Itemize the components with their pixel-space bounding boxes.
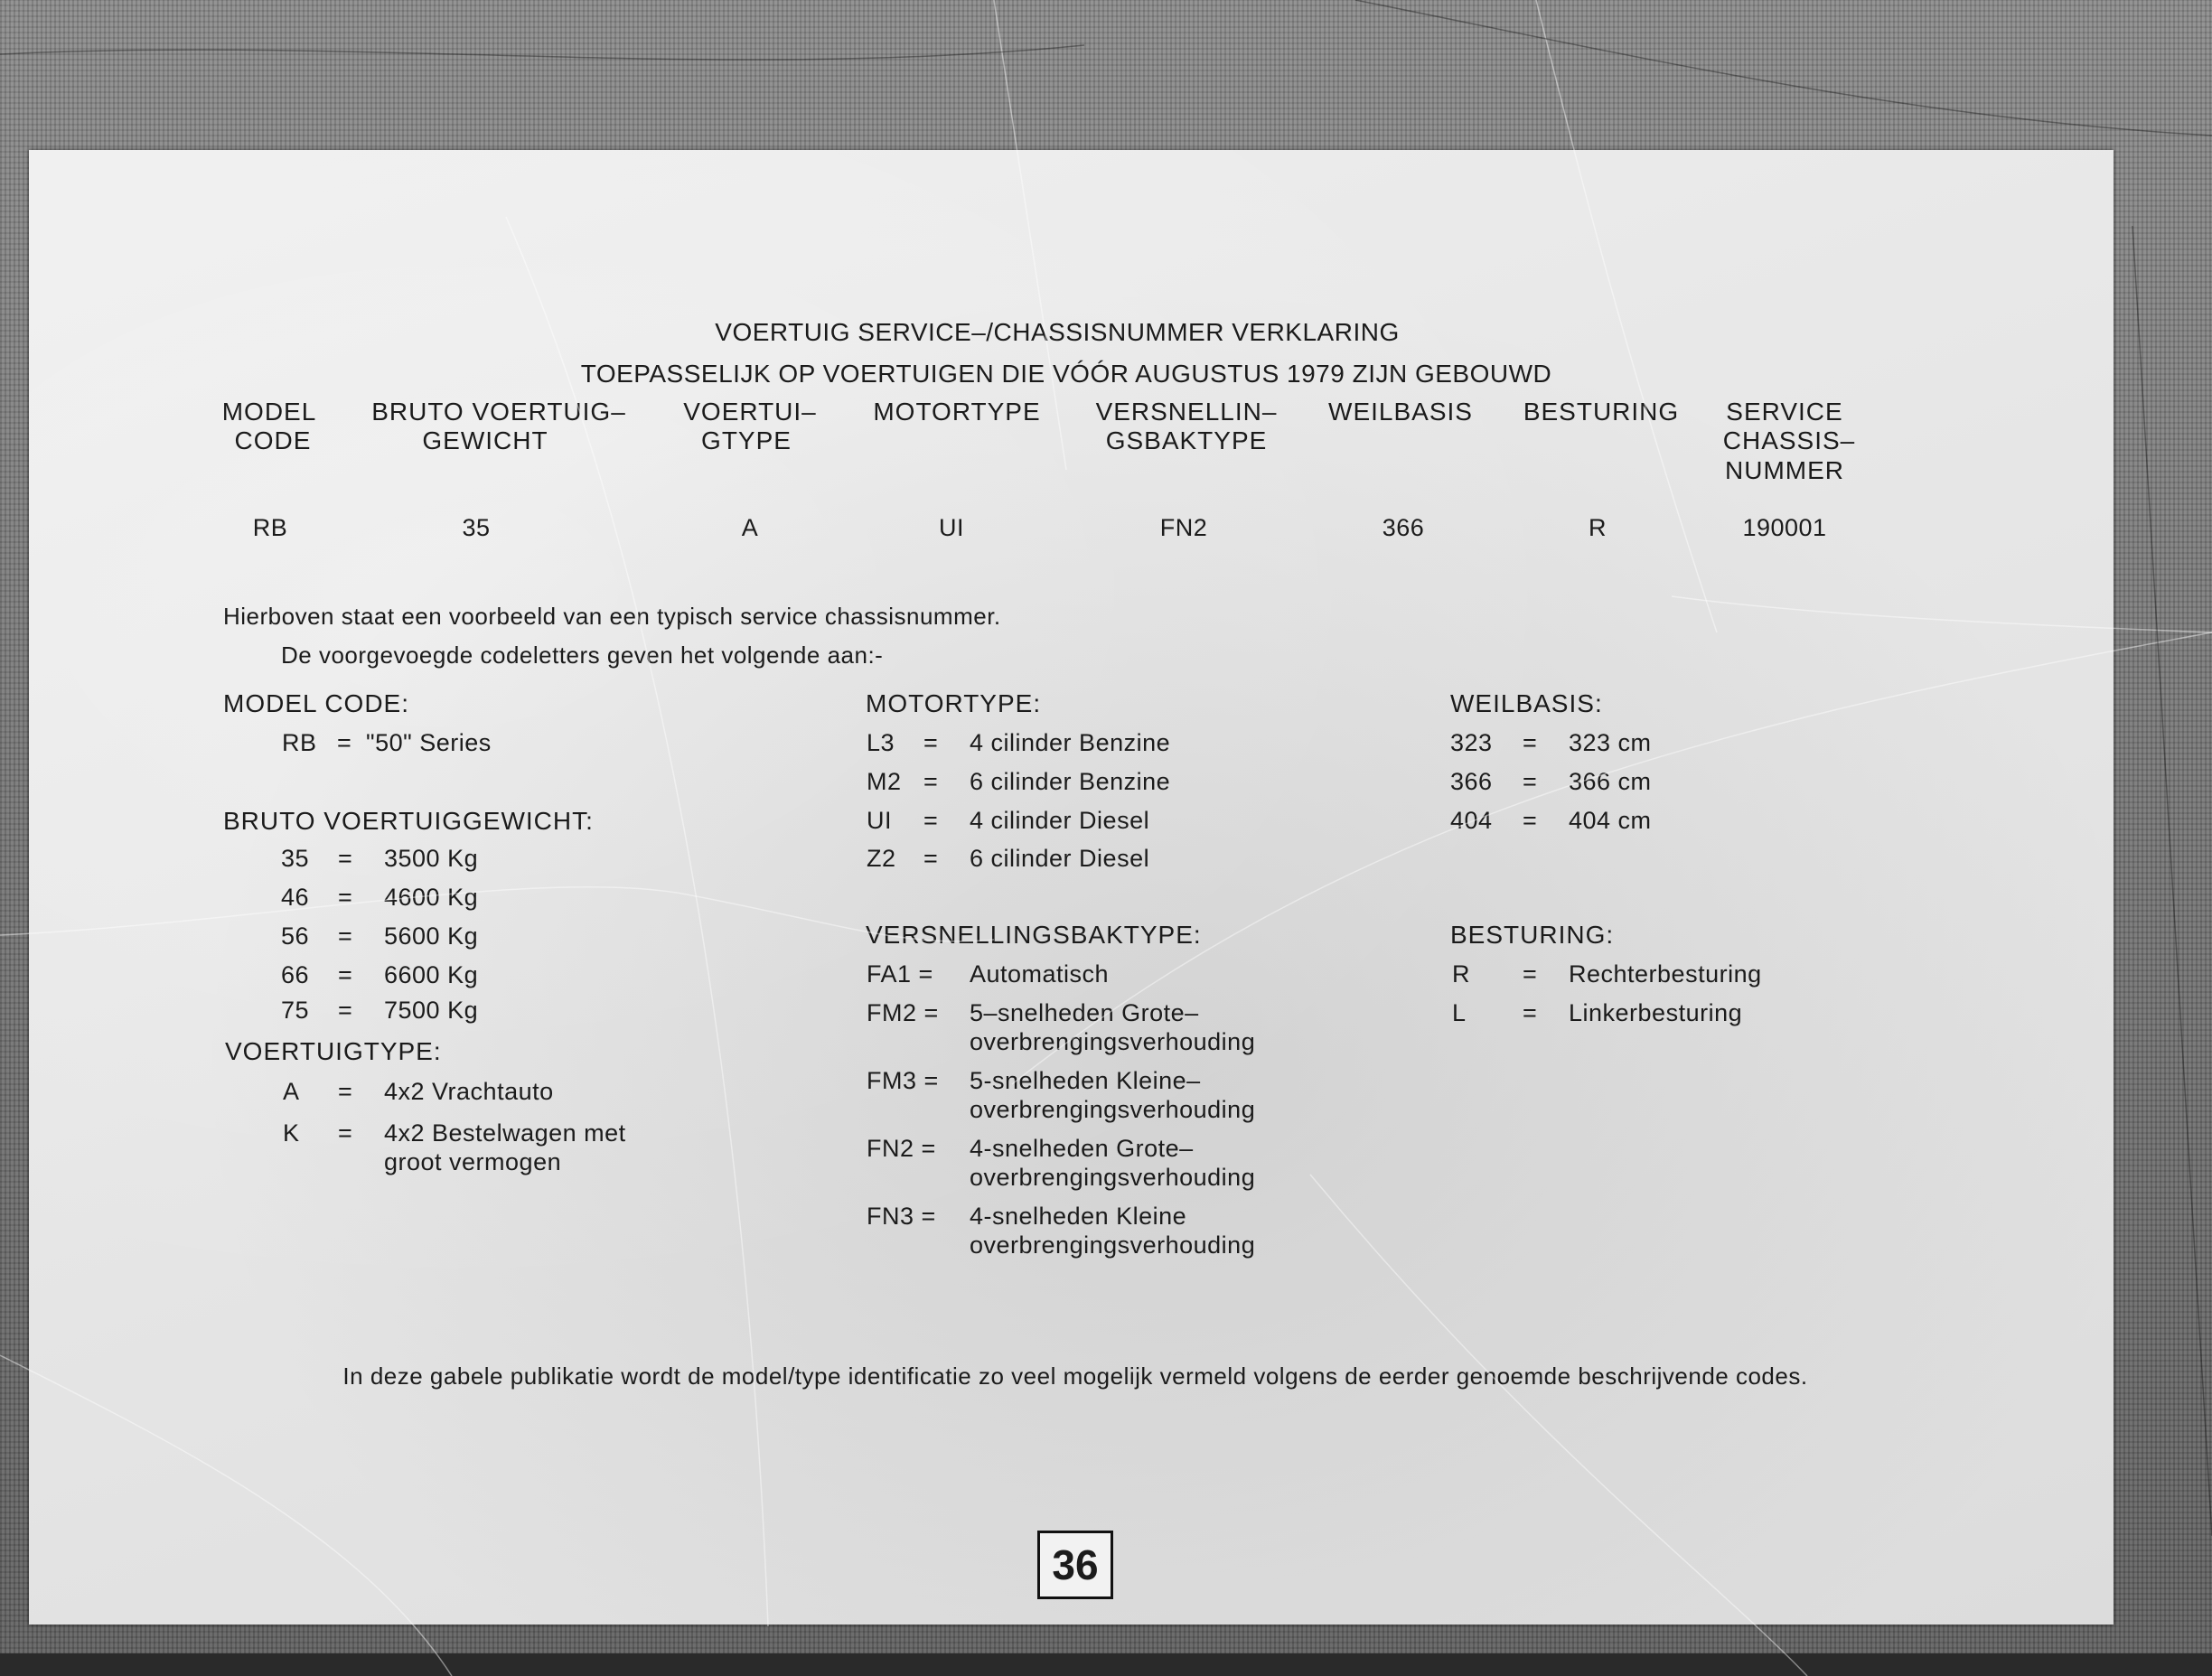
footer-note: In deze gabele publikatie wordt de model/type identificatie zo veel mogelijk vermeld volgens de eerder genoemde beschrijvende codes.: [342, 1362, 1808, 1390]
voertuigtype-desc-cont: groot vermogen: [384, 1148, 562, 1175]
bruto-key: 75: [281, 997, 310, 1024]
intro-line-2: De voorgevoegde codeletters geven het volgende aan:-: [281, 641, 884, 669]
versnelling-key: FA1 =: [867, 960, 933, 988]
motortype-desc: 6 cilinder Diesel: [970, 845, 1150, 872]
row-voertuigtype: A: [741, 514, 759, 541]
besturing-eq: =: [1523, 960, 1538, 988]
versnelling-desc: 5-snelheden Kleine–: [970, 1067, 1201, 1094]
weilbasis-eq: =: [1523, 729, 1538, 756]
bruto-desc: 4600 Kg: [384, 884, 479, 911]
page-number: 36: [1037, 1531, 1113, 1599]
motortype-key: L3: [867, 729, 895, 756]
besturing-desc: Rechterbesturing: [1569, 960, 1762, 988]
header-weilbasis: WEILBASIS: [1328, 398, 1473, 426]
bruto-key: 35: [281, 845, 310, 872]
model-code-key: RB: [282, 729, 317, 756]
heading-line-2: TOEPASSELIJK OP VOERTUIGEN DIE VÓÓR AUGUSTUS 1979 ZIJN GEBOUWD: [580, 360, 1552, 388]
intro-line-1: Hierboven staat een voorbeeld van een typisch service chassisnummer.: [223, 603, 1001, 630]
header-service-1: SERVICE: [1726, 398, 1843, 426]
weilbasis-desc: 366 cm: [1569, 768, 1652, 795]
besturing-key: L: [1452, 999, 1467, 1026]
header-model-code-1: MODEL: [221, 398, 317, 426]
motortype-key: UI: [867, 807, 892, 834]
weilbasis-key: 404: [1450, 807, 1493, 834]
besturing-key: R: [1452, 960, 1470, 988]
motortype-eq: =: [923, 729, 939, 756]
row-besturing: R: [1589, 514, 1607, 541]
motortype-eq: =: [923, 807, 939, 834]
bruto-key: 56: [281, 922, 310, 950]
versnelling-desc: Automatisch: [970, 960, 1110, 988]
besturing-eq: =: [1523, 999, 1538, 1026]
header-service-3: NUMMER: [1725, 456, 1844, 484]
row-service: 190001: [1742, 514, 1827, 541]
weilbasis-desc: 323 cm: [1569, 729, 1652, 756]
row-bruto: 35: [462, 514, 491, 541]
model-code-title: MODEL CODE:: [223, 689, 409, 717]
versnelling-desc-cont: overbrengingsverhouding: [970, 1028, 1256, 1055]
row-model-code: RB: [252, 514, 288, 541]
bruto-desc: 3500 Kg: [384, 845, 479, 872]
weilbasis-eq: =: [1523, 768, 1538, 795]
motortype-title: MOTORTYPE:: [866, 689, 1042, 717]
header-service-2: CHASSIS–: [1722, 426, 1856, 454]
motortype-desc: 6 cilinder Benzine: [970, 768, 1171, 795]
bruto-desc: 6600 Kg: [384, 961, 479, 988]
header-bruto-2: GEWICHT: [422, 426, 548, 454]
versnelling-desc-cont: overbrengingsverhouding: [970, 1164, 1256, 1191]
weilbasis-title: WEILBASIS:: [1450, 689, 1603, 717]
versnelling-key: FM2 =: [867, 999, 939, 1026]
header-versnelling-1: VERSNELLIN–: [1095, 398, 1278, 426]
weilbasis-key: 366: [1450, 768, 1493, 795]
row-versnelling: FN2: [1159, 514, 1208, 541]
header-versnelling-2: GSBAKTYPE: [1105, 426, 1268, 454]
bruto-desc: 5600 Kg: [384, 922, 479, 950]
bruto-key: 66: [281, 961, 310, 988]
bruto-eq: =: [338, 922, 353, 950]
voertuigtype-desc: 4x2 Vrachtauto: [384, 1078, 554, 1105]
voertuigtype-eq: =: [338, 1119, 353, 1147]
header-model-code-2: CODE: [234, 426, 312, 454]
besturing-desc: Linkerbesturing: [1569, 999, 1743, 1026]
bruto-desc: 7500 Kg: [384, 997, 479, 1024]
motortype-desc: 4 cilinder Diesel: [970, 807, 1150, 834]
weilbasis-eq: =: [1523, 807, 1538, 834]
bruto-eq: =: [338, 997, 353, 1024]
voertuigtype-desc: 4x2 Bestelwagen met: [384, 1119, 626, 1147]
weilbasis-desc: 404 cm: [1569, 807, 1652, 834]
header-voertuig-1: VOERTUI–: [683, 398, 817, 426]
bruto-eq: =: [338, 845, 353, 872]
motortype-key: Z2: [867, 845, 896, 872]
bruto-eq: =: [338, 961, 353, 988]
background-edge: [0, 1653, 2212, 1676]
model-code-eq: =: [337, 729, 352, 756]
voertuigtype-key: A: [283, 1078, 300, 1105]
weilbasis-key: 323: [1450, 729, 1493, 756]
voertuigtype-eq: =: [338, 1078, 353, 1105]
voertuigtype-key: K: [283, 1119, 300, 1147]
motortype-desc: 4 cilinder Benzine: [970, 729, 1171, 756]
versnelling-desc: 4-snelheden Grote–: [970, 1135, 1194, 1162]
header-besturing: BESTURING: [1523, 398, 1680, 426]
versnelling-key: FM3 =: [867, 1067, 939, 1094]
versnelling-title: VERSNELLINGSBAKTYPE:: [866, 921, 1202, 949]
row-motortype: UI: [939, 514, 964, 541]
motortype-key: M2: [867, 768, 902, 795]
header-bruto-1: BRUTO VOERTUIG–: [371, 398, 626, 426]
header-motortype: MOTORTYPE: [873, 398, 1041, 426]
versnelling-desc-cont: overbrengingsverhouding: [970, 1096, 1256, 1123]
versnelling-key: FN3 =: [867, 1203, 936, 1230]
header-voertuig-2: GTYPE: [701, 426, 792, 454]
versnelling-desc: 4-snelheden Kleine: [970, 1203, 1187, 1230]
bruto-title: BRUTO VOERTUIGGEWICHT:: [223, 807, 594, 835]
versnelling-key: FN2 =: [867, 1135, 936, 1162]
bruto-eq: =: [338, 884, 353, 911]
bruto-key: 46: [281, 884, 310, 911]
versnelling-desc-cont: overbrengingsverhouding: [970, 1231, 1256, 1259]
heading-line-1: VOERTUIG SERVICE–/CHASSISNUMMER VERKLARING: [715, 318, 1400, 346]
versnelling-desc: 5–snelheden Grote–: [970, 999, 1199, 1026]
motortype-eq: =: [923, 845, 939, 872]
motortype-eq: =: [923, 768, 939, 795]
row-weilbasis: 366: [1382, 514, 1425, 541]
voertuigtype-title: VOERTUIGTYPE:: [225, 1037, 442, 1065]
besturing-title: BESTURING:: [1450, 921, 1615, 949]
model-code-desc: "50" Series: [366, 729, 492, 756]
